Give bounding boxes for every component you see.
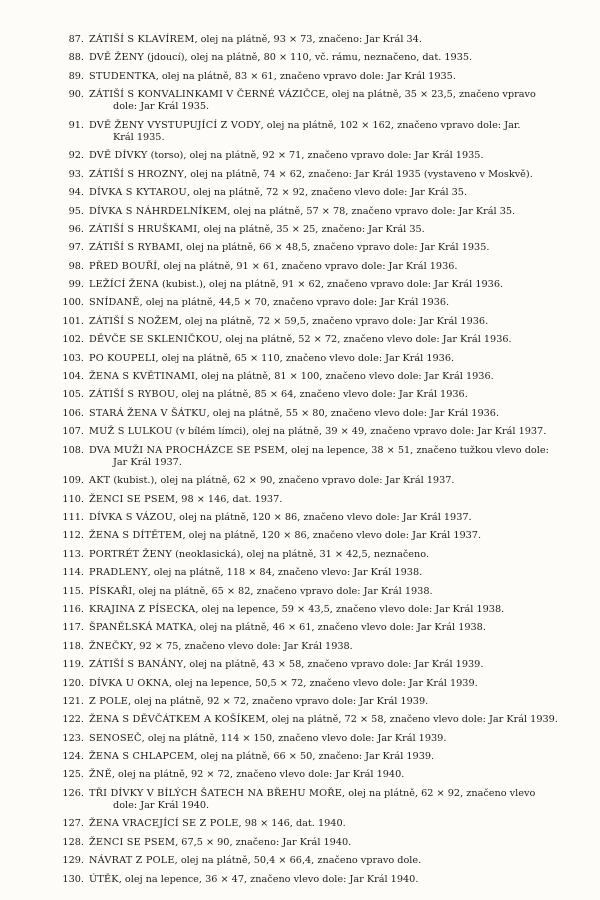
catalog-entry xyxy=(0,445,600,476)
artwork-details: , olej na plátně, 91 × 61, značeno vpravo dole: Jar Král 1936. xyxy=(157,260,458,272)
artwork-details-continued: dole: Jar Král 1940. xyxy=(113,799,210,811)
artwork-details: , olej na plátně, 46 × 61, značeno vlevo dole: Jar Král 1938. xyxy=(193,622,486,634)
entry-number: 92. xyxy=(68,150,84,162)
artwork-details: , olej na plátně, 72 × 59,5, značeno vpravo dole: Jar Král 1936. xyxy=(178,315,489,327)
artwork-details: , olej na plátně, 81 × 100, značeno vlevo dole: Jar Král 1936. xyxy=(195,371,494,383)
artwork-details: (torso), olej na plátně, 92 × 71, značeno vpravo dole: Jar Král 1935. xyxy=(147,150,484,162)
entry-text xyxy=(89,733,575,745)
artwork-title: KRAJINA Z PÍSECKA xyxy=(89,603,196,615)
entry-number: 94. xyxy=(68,187,84,199)
artwork-title: MUŽ S LULKOU xyxy=(89,426,173,438)
artwork-details: , olej na plátně, 65 × 110, značeno vlevo dole: Jar Král 1936. xyxy=(155,352,455,364)
entry-text xyxy=(89,874,575,886)
entry-text xyxy=(89,788,575,812)
entry-number: 96. xyxy=(68,223,84,235)
artwork-details: , 98 × 146, dat. 1940. xyxy=(238,818,346,830)
entry-number: 125. xyxy=(62,769,84,781)
entry-number: 130. xyxy=(62,873,84,885)
artwork-details-continued: Král 1935. xyxy=(113,131,165,143)
entry-number: 104. xyxy=(62,371,84,383)
artwork-title: DVA MUŽI NA PROCHÁZCE SE PSEM xyxy=(89,444,285,456)
entry-number: 121. xyxy=(62,695,84,707)
artwork-title: ZÁTIŠÍ S KLAVÍREM xyxy=(89,34,195,45)
entry-number: 99. xyxy=(68,279,84,291)
entry-number: 106. xyxy=(62,407,84,419)
artwork-details: , olej na plátně, 72 × 92, značeno vlevo dole: Jar Král 35. xyxy=(186,187,468,199)
entry-text xyxy=(89,187,575,199)
artwork-title: ZÁTIŠÍ S HROZNY xyxy=(89,168,185,180)
catalog-entry xyxy=(0,242,600,260)
artwork-details: , olej na plátně, 120 × 86, značeno vlevo dole: Jar Král 1937. xyxy=(182,530,482,542)
artwork-details: , olej na lepence, 36 × 47, značeno vlevo dole: Jar Král 1940. xyxy=(118,873,419,885)
catalog-entry xyxy=(0,549,600,567)
entry-text xyxy=(89,549,575,561)
artwork-title: ZÁTIŠÍ S KONVALINKAMI V ČERNÉ VÁZIČCE xyxy=(89,89,326,101)
entry-text xyxy=(89,169,575,181)
artwork-details: (kubist.), olej na plátně, 91 × 62, značeno vpravo dole: Jar Král 1936. xyxy=(158,279,504,291)
artwork-title: ŽENA S CHLAPCEM xyxy=(89,751,195,763)
catalog-entry xyxy=(0,837,600,855)
catalog-entry xyxy=(0,71,600,89)
artwork-title: TŘI DÍVKY V BÍLÝCH ŠATECH NA BŘEHU MOŘE xyxy=(89,787,343,799)
artwork-details: , olej na lepence, 59 × 43,5, značeno vlevo dole: Jar Král 1938. xyxy=(195,603,505,615)
entry-text xyxy=(89,445,575,469)
entry-text xyxy=(89,120,575,144)
artwork-title: ZÁTIŠÍ S BANÁNY xyxy=(89,659,184,671)
entry-number: 114. xyxy=(62,567,84,579)
catalog-entry xyxy=(0,641,600,659)
entry-number: 100. xyxy=(62,297,84,309)
entry-text xyxy=(89,512,575,524)
artwork-title: ZÁTIŠÍ S HRUŠKAMI xyxy=(89,223,198,235)
artwork-details: , olej na plátně, 85 × 64, značeno vlevo dole: Jar Král 1936. xyxy=(175,389,468,401)
catalog-entry xyxy=(0,371,600,389)
artwork-details: , olej na plátně, 55 × 80, značeno vlevo dole: Jar Král 1936. xyxy=(206,407,500,419)
artwork-title: NÁVRAT Z POLE xyxy=(89,855,175,867)
artwork-title: ÚTĚK xyxy=(89,873,119,885)
catalog-entry xyxy=(0,316,600,334)
artwork-title: ZÁTIŠÍ S RYBOU xyxy=(89,389,176,401)
artwork-title: ŽENA VRACEJÍCÍ SE Z POLE xyxy=(89,818,239,830)
catalog-entry xyxy=(0,187,600,205)
entry-number: 101. xyxy=(62,315,84,327)
catalog-entry xyxy=(0,475,600,493)
catalog-entry xyxy=(0,874,600,892)
catalog-entry xyxy=(0,279,600,297)
catalog-entry xyxy=(0,120,600,151)
artwork-details: , olej na plátně, 65 × 82, značeno vpravo dole: Jar Král 1938. xyxy=(132,585,433,597)
entry-number: 87. xyxy=(68,34,84,45)
catalog-entry xyxy=(0,34,600,52)
entry-text xyxy=(89,426,575,438)
catalog-entry xyxy=(0,494,600,512)
entry-text xyxy=(89,751,575,763)
entry-number: 109. xyxy=(62,475,84,487)
artwork-title: PÍSKAŘI xyxy=(89,585,133,597)
entry-text xyxy=(89,89,575,113)
entry-text xyxy=(89,242,575,254)
entry-text xyxy=(89,494,575,506)
entry-number: 123. xyxy=(62,732,84,744)
artwork-details: , olej na plátně, 57 × 78, značeno vpravo dole: Jar Král 35. xyxy=(227,205,516,217)
entry-text xyxy=(89,316,575,328)
entry-number: 126. xyxy=(62,787,84,799)
entry-text xyxy=(89,279,575,291)
entry-number: 128. xyxy=(62,836,84,848)
catalog-entry xyxy=(0,408,600,426)
entry-text xyxy=(89,150,575,162)
entry-number: 111. xyxy=(62,511,84,523)
catalog-entry xyxy=(0,512,600,530)
artwork-details: , olej na plátně, 62 × 92, značeno vlevo xyxy=(342,787,536,799)
artwork-details: , olej na lepence, 38 × 51, značeno tužkou vlevo dole: xyxy=(284,444,549,456)
entry-text xyxy=(89,641,575,653)
entry-text xyxy=(89,261,575,273)
entry-number: 88. xyxy=(68,52,84,64)
artwork-title: STARÁ ŽENA V ŠÁTKU xyxy=(89,407,207,419)
entry-text xyxy=(89,855,575,867)
catalog-entry xyxy=(0,769,600,787)
artwork-title: DVĚ ŽENY VYSTUPUJÍCÍ Z VODY xyxy=(89,119,261,131)
catalog-entry xyxy=(0,733,600,751)
entry-number: 112. xyxy=(62,530,84,542)
catalog-entry xyxy=(0,751,600,769)
artwork-title: Z POLE xyxy=(89,695,128,707)
entry-number: 98. xyxy=(68,260,84,272)
artwork-title: DÍVKA S VÁZOU xyxy=(89,511,173,523)
entry-number: 117. xyxy=(62,622,84,634)
entry-text xyxy=(89,353,575,365)
entry-number: 102. xyxy=(62,334,84,346)
entry-text xyxy=(89,818,575,830)
entry-text xyxy=(89,371,575,383)
catalog-entry xyxy=(0,678,600,696)
artwork-details: , olej na plátně, 92 × 72, značeno vpravo dole: Jar Král 1939. xyxy=(127,695,429,707)
entry-text xyxy=(89,659,575,671)
artwork-details: , olej na plátně, 52 × 72, značeno vlevo dole: Jar Král 1936. xyxy=(219,334,512,346)
artwork-details: , olej na plátně, 118 × 84, značeno vlevo: Jar Král 1938. xyxy=(147,567,423,579)
catalog-entry xyxy=(0,586,600,604)
catalog-entry xyxy=(0,52,600,70)
artwork-details: , olej na plátně, 72 × 58, značeno vlevo dole: Jar Král 1939. xyxy=(265,714,558,726)
artwork-title: DÍVKA S NÁHRDELNÍKEM xyxy=(89,205,228,217)
artwork-details: (kubist.), olej na plátně, 62 × 90, značeno vpravo dole: Jar Král 1937. xyxy=(110,475,455,487)
catalog-entry xyxy=(0,224,600,242)
artwork-title: ŠPANĚLSKÁ MATKA xyxy=(89,622,194,634)
artwork-title: ŽENA S DÍTĚTEM xyxy=(89,530,183,542)
entry-number: 116. xyxy=(62,603,84,615)
catalog-entry xyxy=(0,89,600,120)
artwork-title: ZÁTIŠÍ S RYBAMI xyxy=(89,242,180,254)
artwork-title: AKT xyxy=(89,475,111,487)
artwork-details: , olej na plátně, 66 × 48,5, značeno vpravo dole: Jar Král 1935. xyxy=(180,242,490,254)
catalog-entry xyxy=(0,696,600,714)
entry-number: 118. xyxy=(62,640,84,652)
entry-text xyxy=(89,334,575,346)
entry-text xyxy=(89,71,575,83)
entry-number: 90. xyxy=(68,89,84,101)
artwork-title: DVĚ ŽENY xyxy=(89,52,145,64)
artwork-title: ZÁTIŠÍ S NOŽEM xyxy=(89,315,179,327)
entry-number: 120. xyxy=(62,677,84,689)
catalog-entry xyxy=(0,567,600,585)
entry-number: 107. xyxy=(62,426,84,438)
catalog-list xyxy=(0,34,600,892)
artwork-title: PO KOUPELI xyxy=(89,352,156,364)
entry-number: 124. xyxy=(62,751,84,763)
entry-text xyxy=(89,769,575,781)
entry-text xyxy=(89,837,575,849)
artwork-title: DÍVKA S KYTAROU xyxy=(89,187,187,199)
entry-text xyxy=(89,696,575,708)
entry-text xyxy=(89,567,575,579)
catalog-entry xyxy=(0,659,600,677)
artwork-details: (jdoucí), olej na plátně, 80 × 110, vč. rámu, neznačeno, dat. 1935. xyxy=(144,52,473,64)
artwork-title: DĚVČE SE SKLENIČKOU xyxy=(89,334,220,346)
catalog-entry xyxy=(0,169,600,187)
artwork-details: , olej na plátně, 102 × 162, značeno vpravo dole: Jar. xyxy=(260,119,521,131)
entry-number: 95. xyxy=(68,205,84,217)
entry-text xyxy=(89,408,575,420)
artwork-title: DVĚ DÍVKY xyxy=(89,150,148,162)
artwork-title: ŽENCI SE PSEM xyxy=(89,493,176,505)
entry-number: 129. xyxy=(62,855,84,867)
entry-number: 103. xyxy=(62,352,84,364)
entry-text xyxy=(89,52,575,64)
entry-number: 115. xyxy=(62,585,84,597)
artwork-title: LEŽÍCÍ ŽENA xyxy=(89,279,159,291)
entry-text xyxy=(89,714,575,726)
artwork-details: , olej na plátně, 114 × 150, značeno vlevo dole: Jar Král 1939. xyxy=(141,732,447,744)
entry-text xyxy=(89,678,575,690)
entry-number: 113. xyxy=(62,548,84,560)
entry-text xyxy=(89,224,575,236)
artwork-details: , 92 × 75, značeno vlevo dole: Jar Král 1938. xyxy=(133,640,353,652)
artwork-details: , olej na plátně, 74 × 62, značeno: Jar Král 1935 (vystaveno v Moskvě). xyxy=(184,168,533,180)
catalog-entry xyxy=(0,818,600,836)
artwork-title: ŽENCI SE PSEM xyxy=(89,836,176,848)
entry-text xyxy=(89,622,575,634)
catalog-entry xyxy=(0,297,600,315)
entry-number: 108. xyxy=(62,444,84,456)
artwork-title: PRADLENY xyxy=(89,567,148,579)
artwork-details: , olej na plátně, 66 × 50, značeno: Jar Král 1939. xyxy=(194,751,435,763)
artwork-details: , olej na plátně, 92 × 72, značeno vlevo dole: Jar Král 1940. xyxy=(111,769,405,781)
artwork-details-continued: Jar Král 1937. xyxy=(113,456,182,468)
artwork-details: , olej na plátně, 120 × 86, značeno vlevo dole: Jar Král 1937. xyxy=(173,511,472,523)
catalog-entry xyxy=(0,150,600,168)
artwork-details: , olej na plátně, 35 × 23,5, značeno vpravo xyxy=(325,89,536,101)
artwork-title: PŘED BOUŘÍ xyxy=(89,260,158,272)
entry-text xyxy=(89,34,575,46)
entry-text xyxy=(89,297,575,309)
entry-text xyxy=(89,530,575,542)
entry-text xyxy=(89,389,575,401)
catalog-entry xyxy=(0,206,600,224)
entry-number: 110. xyxy=(62,493,84,505)
entry-number: 119. xyxy=(62,659,84,671)
artwork-details: , olej na lepence, 50,5 × 72, značeno vlevo dole: Jar Král 1939. xyxy=(168,677,478,689)
catalog-entry xyxy=(0,530,600,548)
artwork-details: (v bílém límci), olej na plátně, 39 × 49, značeno vpravo dole: Jar Král 1937. xyxy=(172,426,547,438)
catalog-entry xyxy=(0,389,600,407)
catalog-entry xyxy=(0,261,600,279)
entry-number: 97. xyxy=(68,242,84,254)
artwork-details: (neoklasická), olej na plátně, 31 × 42,5, neznačeno. xyxy=(172,548,430,560)
artwork-details: , olej na plátně, 35 × 25, značeno: Jar Král 35. xyxy=(197,223,425,235)
entry-number: 93. xyxy=(68,168,84,180)
entry-number: 127. xyxy=(62,818,84,830)
artwork-details: , olej na plátně, 83 × 61, značeno vpravo dole: Jar Král 1935. xyxy=(155,70,456,82)
entry-number: 122. xyxy=(62,714,84,726)
artwork-title: STUDENTKA xyxy=(89,70,156,82)
entry-number: 91. xyxy=(68,119,84,131)
artwork-title: ŽENA S DĚVČÁTKEM A KOŠÍKEM xyxy=(89,714,266,726)
entry-number: 105. xyxy=(62,389,84,401)
artwork-title: SNÍDANĚ xyxy=(89,297,140,309)
artwork-details-continued: dole: Jar Král 1935. xyxy=(113,101,210,113)
artwork-title: SENOSEČ xyxy=(89,732,142,744)
entry-text xyxy=(89,206,575,218)
catalog-entry xyxy=(0,426,600,444)
catalog-entry xyxy=(0,334,600,352)
entry-number: 89. xyxy=(68,70,84,82)
artwork-details: , olej na plátně, 93 × 73, značeno: Jar Král 34. xyxy=(194,34,422,45)
catalog-entry xyxy=(0,604,600,622)
artwork-title: PORTRÉT ŽENY xyxy=(89,548,173,560)
entry-text xyxy=(89,475,575,487)
artwork-details: , 67,5 × 90, značeno: Jar Král 1940. xyxy=(175,836,352,848)
artwork-title: ŽNEČKY xyxy=(89,640,134,652)
artwork-title: DÍVKA U OKNA xyxy=(89,677,169,689)
artwork-details: , 98 × 146, dat. 1937. xyxy=(175,493,283,505)
artwork-details: , olej na plátně, 50,4 × 66,4, značeno vpravo dole. xyxy=(174,855,422,867)
catalog-entry xyxy=(0,353,600,371)
entry-text xyxy=(89,586,575,598)
catalog-entry xyxy=(0,622,600,640)
artwork-title: ŽENA S KVĚTINAMI xyxy=(89,371,196,383)
catalog-entry xyxy=(0,714,600,732)
artwork-details: , olej na plátně, 44,5 × 70, značeno vpravo dole: Jar Král 1936. xyxy=(139,297,450,309)
artwork-details: , olej na plátně, 43 × 58, značeno vpravo dole: Jar Král 1939. xyxy=(183,659,484,671)
artwork-title: ŽNĚ xyxy=(89,769,112,781)
catalog-entry xyxy=(0,788,600,819)
catalog-entry xyxy=(0,855,600,873)
entry-text xyxy=(89,604,575,616)
